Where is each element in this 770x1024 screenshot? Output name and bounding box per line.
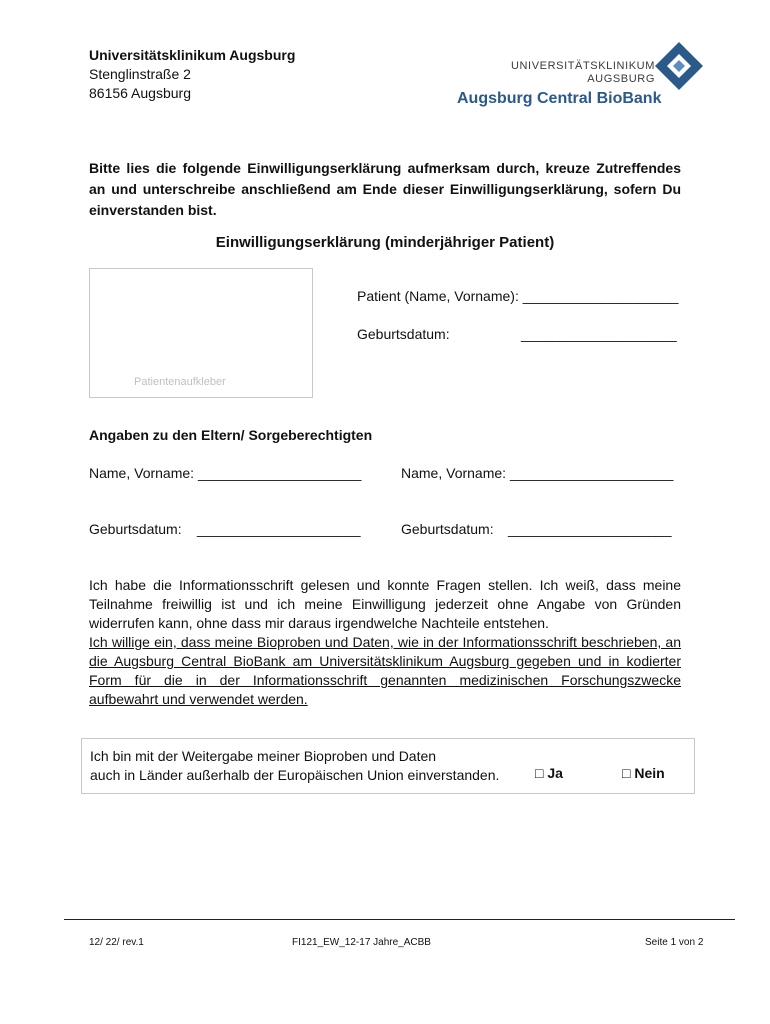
parents-heading: Angaben zu den Eltern/ Sorgeberechtigten: [89, 427, 373, 443]
patient-sticker-box: [89, 268, 313, 398]
intro-text: Bitte lies die folgende Einwilligungserklärung aufmerksam durch, kreuze Zutreffendes an und unterschreibe anschließend am Ende dieser Einwilligungserklärung, sofern Du einverstanden bist.: [89, 160, 681, 218]
city: 86156 Augsburg: [89, 85, 191, 101]
consent-text: Ich habe die Informationsschrift gelesen und konnte Fragen stellen. Ich weiß, dass meine Teilnahme freiwillig ist und ich meine Einwilligung jederzeit ohne Angabe von Gründen widerrufen kann, ohne dass mir daraus irgendwelche Nachteile entstehen.: [89, 577, 681, 631]
biobank-logo: [455, 40, 715, 110]
document-title: Einwilligungserklärung (minderjähriger Patient): [215, 234, 555, 251]
logo-line2: AUGSBURG: [587, 73, 655, 85]
transfer-consent-box: [81, 738, 695, 794]
patient-dob-label: Geburtsdatum:: [357, 326, 450, 342]
parent1-dob-field[interactable]: _____________________: [197, 521, 361, 537]
parent1-name-field[interactable]: Name, Vorname: _____________________: [89, 465, 362, 481]
transfer-line1: Ich bin mit der Weitergabe meiner Bioproben und Daten: [90, 748, 437, 764]
sticker-placeholder: Patientenaufkleber: [134, 376, 226, 388]
logo-text: [511, 60, 655, 86]
street: Stenglinstraße 2: [89, 66, 191, 82]
parent2-dob-label: Geburtsdatum:: [401, 521, 494, 537]
patient-dob-field[interactable]: ____________________: [521, 326, 677, 342]
diamond-logo-icon: [653, 40, 705, 92]
parent2-dob-field[interactable]: _____________________: [508, 521, 672, 537]
logo-line3: Augsburg Central BioBank: [457, 90, 662, 107]
footer-revision: 12/ 22/ rev.1: [89, 937, 144, 948]
footer-divider: [64, 919, 735, 920]
footer-page-number: Seite 1 von 2: [645, 937, 704, 948]
no-checkbox[interactable]: □ Nein: [622, 765, 665, 781]
address-block: [89, 46, 295, 103]
consent-paragraph: [89, 576, 681, 709]
transfer-text: [90, 747, 499, 785]
org-name: Universitätsklinikum Augsburg: [89, 47, 296, 63]
logo-line1: UNIVERSITÄTSKLINIKUM: [510, 60, 655, 72]
yes-checkbox[interactable]: □ Ja: [535, 765, 563, 781]
parent2-name-field[interactable]: Name, Vorname: _____________________: [401, 465, 674, 481]
parent1-dob-label: Geburtsdatum:: [89, 521, 182, 537]
footer-doc-code: FI121_EW_12-17 Jahre_ACBB: [292, 937, 431, 948]
transfer-line2: auch in Länder außerhalb der Europäischen Union einverstanden.: [90, 767, 500, 783]
consent-underlined-text: Ich willige ein, dass meine Bioproben und Daten, wie in der Informationsschrift beschrieben, an die Augsburg Central BioBank am Universitätsklinikum Augsburg gegeben und in kodierter Form für die in der Informationsschrift genannten medizinischen Forschungszwecke aufbewahrt und verwendet werden.: [89, 634, 681, 707]
patient-name-field[interactable]: Patient (Name, Vorname): ____________________: [357, 288, 679, 304]
